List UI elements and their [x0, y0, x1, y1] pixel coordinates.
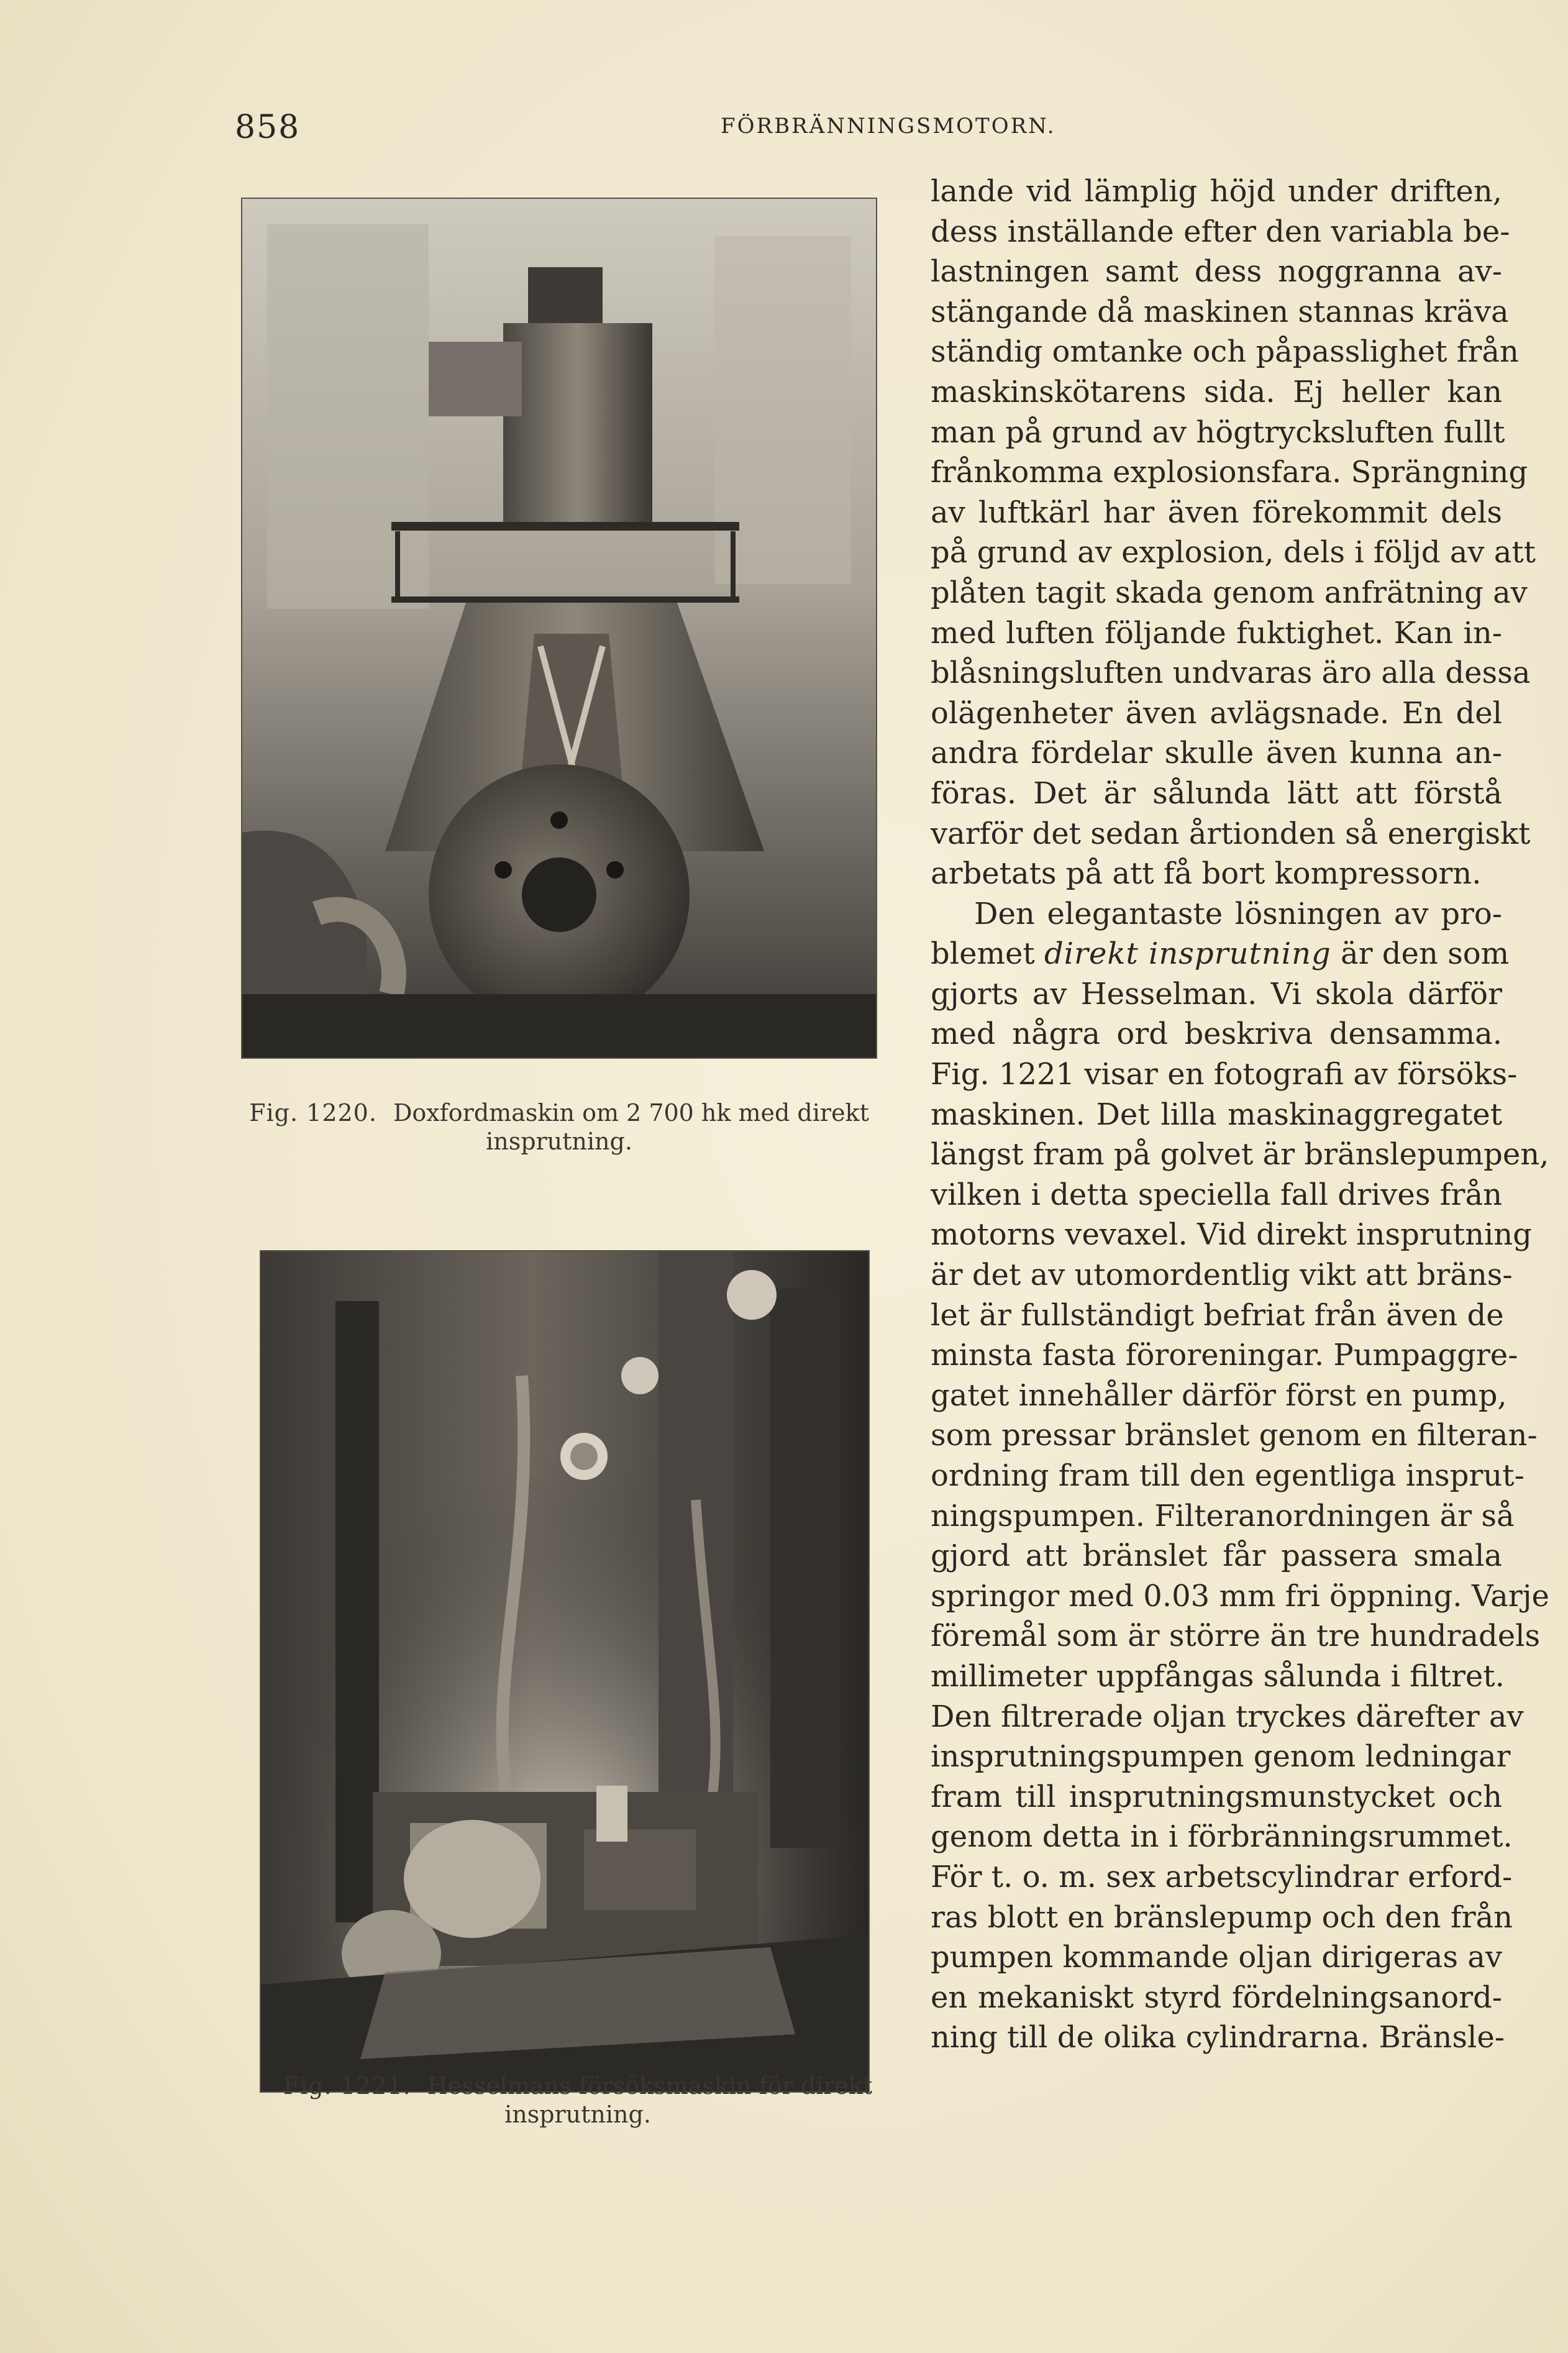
figure-1220-caption-line2: insprutning.	[486, 1128, 632, 1155]
paragraph-start-line: Den elegantaste lösningen av pro-	[974, 896, 1502, 931]
figure-1221-caption-line1: Hesselmans försöksmaskin för direkt	[427, 2072, 873, 2099]
text-line: dess inställande efter den variabla be-	[931, 214, 1510, 249]
text-line: millimeter uppfångas sålunda i filtret.	[931, 1658, 1505, 1694]
text-line: minsta fasta föroreningar. Pumpaggre-	[931, 1338, 1518, 1373]
text-line: maskinskötarens sida. Ej heller kan	[931, 374, 1502, 409]
text-line: är det av utomordentlig vikt att bräns-	[931, 1258, 1513, 1293]
text-line: gjorts av Hesselman. Vi skola därför	[931, 976, 1502, 1012]
text-line: fram till insprutningsmunstycket och	[931, 1779, 1502, 1814]
text-fragment: blemet	[931, 936, 1035, 972]
text-line: genom detta in i förbränningsrummet.	[931, 1819, 1513, 1855]
text-line: För t. o. m. sex arbetscylindrar erford-	[931, 1859, 1513, 1894]
figure-1221-label: Fig. 1221.	[283, 2072, 411, 2099]
text-line: av luftkärl har även förekommit dels	[931, 495, 1502, 530]
body-text-column	[931, 171, 1549, 2058]
hesselman-engine-image	[261, 1251, 868, 2091]
text-fragment: är den som	[1340, 936, 1510, 972]
text-line: ras blott en bränslepump och den från	[931, 1899, 1513, 1935]
text-line: maskinen. Det lilla maskinaggregatet	[931, 1097, 1502, 1132]
text-line: motorns vevaxel. Vid direkt insprutning	[931, 1217, 1532, 1253]
page-number: 858	[235, 109, 301, 146]
doxford-engine-image	[242, 199, 876, 1058]
emphasis-direkt-insprutning: direkt insprutning	[1044, 936, 1331, 972]
text-line: arbetats på att få bort kompressorn.	[931, 856, 1482, 892]
text-line: med några ord beskriva densamma.	[931, 1017, 1502, 1052]
text-line-with-emphasis	[931, 934, 1510, 974]
figure-1220-caption	[236, 1099, 882, 1156]
text-line: med luften följande fuktighet. Kan in-	[931, 615, 1502, 651]
text-line: ning till de olika cylindrarna. Bränsle-	[931, 2020, 1505, 2055]
text-line: let är fullständigt befriat från även de	[931, 1297, 1504, 1333]
text-line: pumpen kommande oljan dirigeras av	[931, 1940, 1503, 1975]
figure-1221-caption	[273, 2072, 882, 2129]
text-line: lastningen samt dess noggranna av-	[931, 254, 1502, 290]
text-line: vilken i detta speciella fall drives från	[931, 1177, 1502, 1212]
text-line: frånkomma explosionsfara. Sprängning	[931, 455, 1528, 490]
text-line: andra fördelar skulle även kunna an-	[931, 736, 1502, 771]
running-title: FÖRBRÄNNINGSMOTORN.	[721, 114, 1056, 139]
text-line: stängande då maskinen stannas kräva	[931, 294, 1509, 329]
text-line: en mekaniskt styrd fördelningsanord-	[931, 1980, 1502, 2015]
text-line: som pressar bränslet genom en filteran-	[931, 1418, 1538, 1453]
text-line: föremål som är större än tre hundradels	[931, 1619, 1541, 1654]
text-line: föras. Det är sålunda lätt att förstå	[931, 775, 1502, 811]
text-line: man på grund av högtrycksluften fullt	[931, 414, 1505, 450]
figure-1221-photo	[260, 1250, 870, 2093]
text-line: ningspumpen. Filteranordningen är så	[931, 1498, 1515, 1533]
text-line: springor med 0.03 mm fri öppning. Varje	[931, 1578, 1549, 1614]
text-line: olägenheter även avlägsnade. En del	[931, 695, 1502, 731]
text-line: ständig omtanke och påpasslighet från	[931, 334, 1519, 370]
text-line: Den filtrerade oljan tryckes därefter av	[931, 1699, 1524, 1734]
text-line: lande vid lämplig höjd under driften,	[931, 174, 1502, 209]
text-line: Fig. 1221 visar en fotografi av försöks-	[931, 1057, 1518, 1092]
page-header	[0, 109, 1568, 158]
text-line: varför det sedan årtionden så energiskt	[931, 816, 1531, 851]
text-line: insprutningspumpen genom ledningar	[931, 1739, 1511, 1775]
text-line: plåten tagit skada genom anfrätning av	[931, 575, 1528, 610]
figure-1220-photo	[241, 198, 877, 1059]
figure-1221-caption-line2: insprutning.	[504, 2101, 651, 2128]
text-line: ordning fram till den egentliga insprut-	[931, 1458, 1525, 1493]
text-line: gjord att bränslet får passera smala	[931, 1538, 1502, 1574]
text-line: på grund av explosion, dels i följd av att	[931, 535, 1536, 570]
text-line: längst fram på golvet är bränslepumpen,	[931, 1137, 1549, 1172]
figure-1220-label: Fig. 1220.	[249, 1099, 377, 1126]
text-line: blåsningsluften undvaras äro alla dessa	[931, 656, 1531, 691]
figure-1220-caption-line1: Doxfordmaskin om 2 700 hk med direkt	[393, 1099, 869, 1126]
text-line: gatet innehåller därför först en pump,	[931, 1378, 1507, 1413]
